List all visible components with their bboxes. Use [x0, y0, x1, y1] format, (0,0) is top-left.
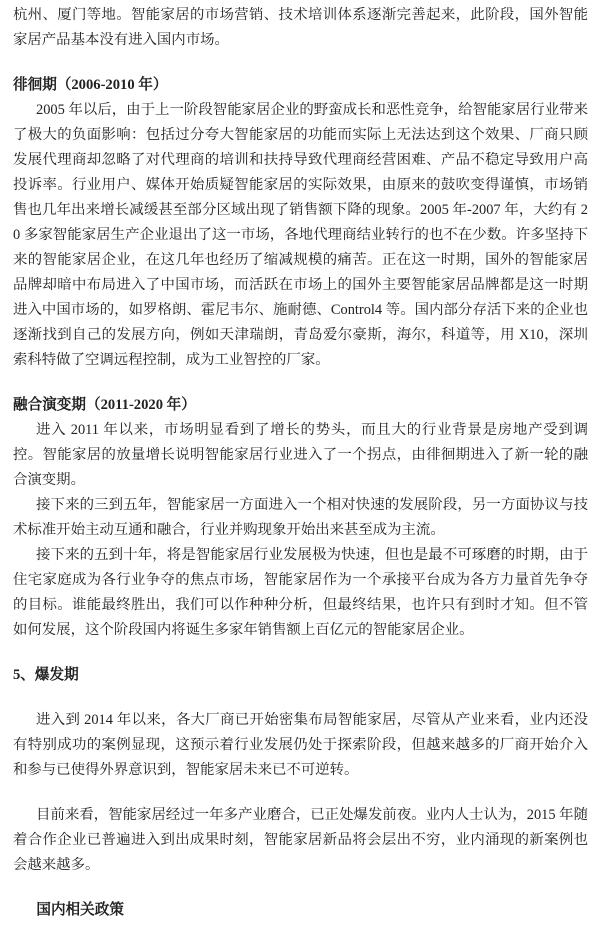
- heading-wandering-period: 徘徊期（2006-2010 年）: [13, 77, 168, 93]
- paragraph-wandering-period: 2005 年以后，由于上一阶段智能家居企业的野蛮成长和恶性竞争，给智能家居行业带来了极大的负面影响：包括过分夸大智能家居的功能而实际上无法达到这个效果、厂商只顾发展代理商却忽略了对代理商的培训和扶持导致代理商经营困难、产品不稳定导致用户高投诉率。行业用户、媒体开始质疑智能家居的实际效果，由原来的鼓吹变得谨慎，市场销售也几年出来增长减缓甚至部分区域出现了销售额下降的现象。2005 年-2007 年，大约有 20 多家智能家居生产企业退出了这一市场，各地代理商结业转行的也不在少数。许多坚持下来的智能家居企业，在这几年也经历了缩减规模的痛苦。正在这一时期，国外的智能家居品牌却暗中布局进入了中国市场，而活跃在市场上的国外主要智能家居品牌都是这一时期进入中国市场的，如罗格朗、霍尼韦尔、施耐德、Control4 等。国内部分存活下来的企业也逐渐找到自己的发展方向，例如天津瑞朗，青岛爱尔豪斯，海尔，科道等，用 X10，深圳索科特做了空调远程控制，成为工业智控的厂家。: [13, 102, 588, 368]
- paragraph-fusion-2: 接下来的三到五年，智能家居一方面进入一个相对快速的发展阶段，另一方面协议与技术标准开始主动互通和融合，行业并购现象开始出来甚至成为主流。: [13, 497, 588, 538]
- paragraph-continuation: 杭州、厦门等地。智能家居的市场营销、技术培训体系逐渐完善起来，此阶段，国外智能家居产品基本没有进入国内市场。: [13, 7, 588, 48]
- heading-fusion-evolution-period: 融合演变期（2011-2020 年）: [13, 397, 196, 413]
- paragraph-fusion-3: 接下来的五到十年，将是智能家居行业发展极为快速，但也是最不可琢磨的时期，由于住宅家庭成为各行业争夺的焦点市场，智能家居作为一个承接平台成为各方力量首先争夺的目标。谁能最终胜出，我们可以作种种分析，但最终结果，也许只有到时才知。但不管如何发展，这个阶段国内将诞生多家年销售额上百亿元的智能家居企业。: [13, 547, 588, 638]
- paragraph-outbreak-2: 目前来看，智能家居经过一年多产业磨合，已正处爆发前夜。业内人士认为，2015 年随着合作企业已普遍进入到出成果时刻，智能家居新品将会层出不穷，业内涌现的新案例也会越来越多。: [13, 807, 588, 873]
- paragraph-outbreak-1: 进入到 2014 年以来，各大厂商已开始密集布局智能家居，尽管从产业来看，业内还没有特别成功的案例显现，这预示着行业发展仍处于探索阶段，但越来越多的厂商开始介入和参与已使得外界意识到，智能家居未来已不可逆转。: [13, 712, 588, 778]
- paragraph-fusion-1: 进入 2011 年以来，市场明显看到了增长的势头，而且大的行业背景是房地产受到调控。智能家居的放量增长说明智能家居行业进入了一个拐点，由徘徊期进入了新一轮的融合演变期。: [13, 422, 588, 488]
- heading-outbreak-period: 5、爆发期: [13, 667, 79, 683]
- heading-domestic-policies: 国内相关政策: [36, 902, 124, 918]
